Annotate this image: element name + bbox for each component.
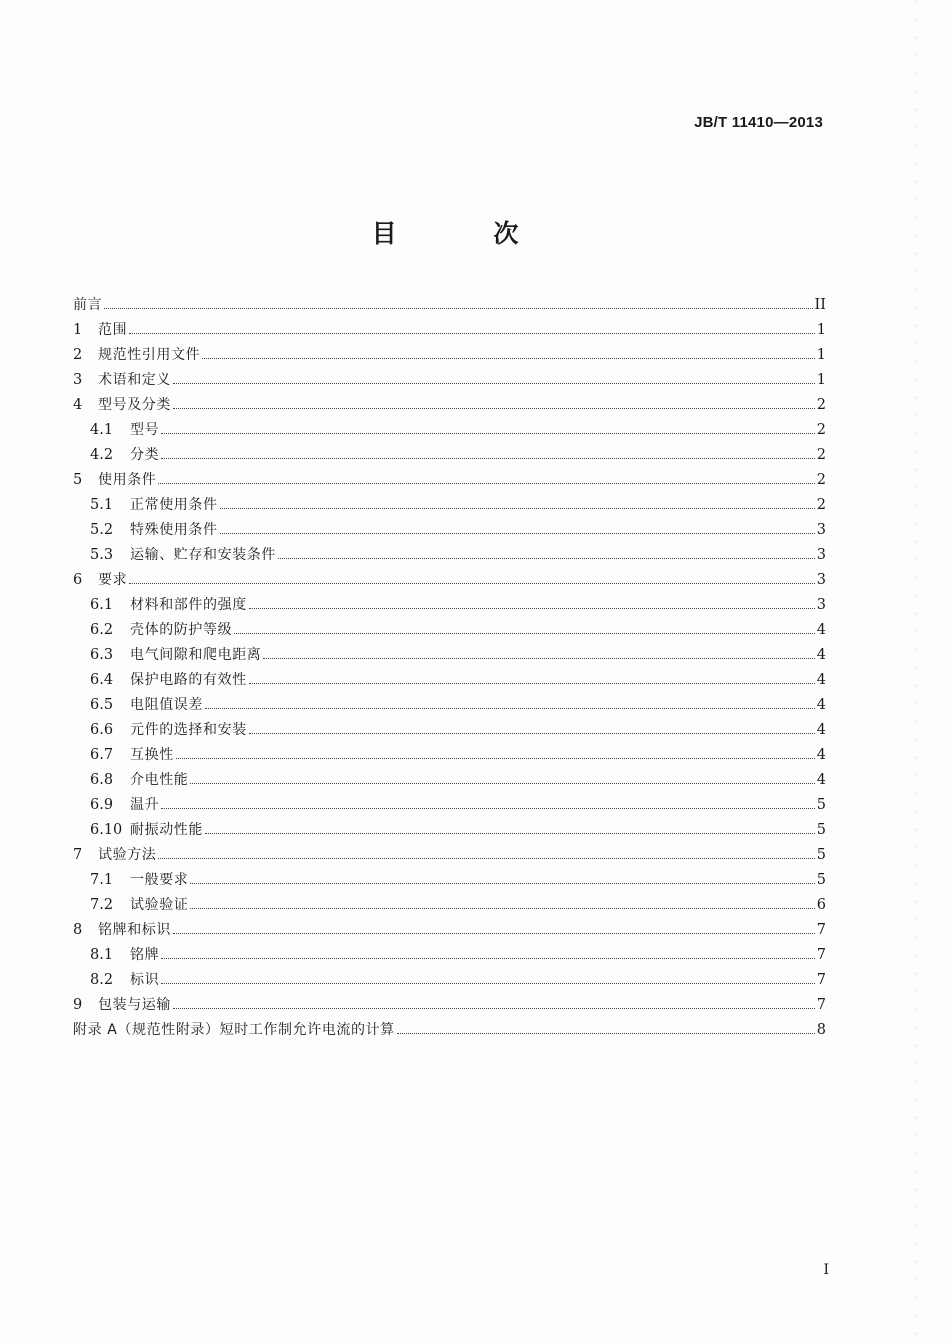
- toc-entry-page: 3: [816, 572, 826, 588]
- toc-entry-number: 8.1: [90, 947, 114, 963]
- toc-entry-page: 6: [816, 897, 826, 913]
- toc-entry-title: 型号: [130, 422, 160, 438]
- scan-edge-artifact: [915, 0, 916, 1343]
- toc-entry-title: 型号及分类: [98, 397, 171, 413]
- toc-entry-page: 8: [816, 1022, 826, 1038]
- toc-entry[interactable]: [73, 919, 826, 944]
- toc-entry-page: 2: [816, 447, 826, 463]
- toc-leader-dots: [234, 633, 815, 634]
- toc-entry-title: 前言: [73, 297, 103, 313]
- standard-number: JB/T 11410—2013: [694, 114, 823, 131]
- toc-entry-page: 5: [816, 822, 826, 838]
- toc-entry[interactable]: [73, 369, 826, 394]
- toc-entry-number: 6.1: [90, 597, 114, 613]
- toc-entry-number: 6.6: [90, 722, 114, 738]
- toc-entry-page: 3: [816, 522, 826, 538]
- toc-entry-title: 标识: [130, 972, 160, 988]
- toc-entry[interactable]: [73, 744, 826, 769]
- toc-entry-page: 3: [816, 597, 826, 613]
- toc-entry-number: 6.7: [90, 747, 114, 763]
- toc-entry-title: 使用条件: [98, 472, 157, 488]
- toc-entry-title: 材料和部件的强度: [130, 597, 247, 613]
- toc-entry[interactable]: [73, 394, 826, 419]
- toc-leader-dots: [176, 758, 815, 759]
- toc-entry-title: 运输、贮存和安装条件: [130, 547, 276, 563]
- toc-entry-page: 1: [816, 372, 826, 388]
- toc-entry-title: 铭牌: [130, 947, 160, 963]
- toc-entry-page: 4: [816, 772, 826, 788]
- toc-entry-title: 特殊使用条件: [130, 522, 218, 538]
- toc-entry-number: 6.4: [90, 672, 114, 688]
- toc-entry-page: 1: [816, 347, 826, 363]
- toc-entry-number: 9: [73, 997, 83, 1013]
- toc-leader-dots: [205, 833, 815, 834]
- toc-entry-title: 分类: [130, 447, 160, 463]
- toc-entry-number: 8.2: [90, 972, 114, 988]
- page-number: I: [823, 1262, 829, 1278]
- toc-entry-page: 5: [816, 872, 826, 888]
- toc-entry-page: 5: [816, 797, 826, 813]
- toc-entry-page: 4: [816, 672, 826, 688]
- toc-entry-title: 正常使用条件: [130, 497, 218, 513]
- toc-entry-title: 元件的选择和安装: [130, 722, 247, 738]
- toc-entry-title: 附录 A（规范性附录）短时工作制允许电流的计算: [73, 1022, 395, 1038]
- toc-entry-page: 2: [816, 472, 826, 488]
- toc-entry-page: 7: [816, 972, 826, 988]
- toc-entry[interactable]: [73, 669, 826, 694]
- toc-entry-number: 7.2: [90, 897, 114, 913]
- toc-entry-page: 3: [816, 547, 826, 563]
- toc-entry-title: 保护电路的有效性: [130, 672, 247, 688]
- toc-entry-page: 4: [816, 722, 826, 738]
- toc-entry-page: 2: [816, 397, 826, 413]
- toc-leader-dots: [205, 708, 815, 709]
- toc-entry[interactable]: [73, 619, 826, 644]
- toc-entry[interactable]: [73, 644, 826, 669]
- toc-entry-number: 4.1: [90, 422, 114, 438]
- toc-leader-dots: [220, 533, 815, 534]
- toc-entry-number: 6: [73, 572, 83, 588]
- toc-entry-title: 规范性引用文件: [98, 347, 201, 363]
- toc-entry-page: 7: [816, 922, 826, 938]
- toc-entry-number: 2: [73, 347, 83, 363]
- toc-entry[interactable]: [73, 494, 826, 519]
- toc-entry-number: 3: [73, 372, 83, 388]
- toc-entry-number: 5: [73, 472, 83, 488]
- toc-entry[interactable]: [73, 544, 826, 569]
- toc-entry-page: 7: [816, 997, 826, 1013]
- toc-entry[interactable]: [73, 869, 826, 894]
- toc-entry-number: 6.9: [90, 797, 114, 813]
- toc-entry-number: 7: [73, 847, 83, 863]
- toc-entry-page: 2: [816, 497, 826, 513]
- toc-entry[interactable]: [73, 1019, 826, 1044]
- toc-entry[interactable]: [73, 719, 826, 744]
- toc-entry-title: 铭牌和标识: [98, 922, 171, 938]
- toc-entry-title: 壳体的防护等级: [130, 622, 233, 638]
- toc-entry[interactable]: [73, 444, 826, 469]
- toc-leader-dots: [161, 808, 815, 809]
- toc-entry-number: 6.10: [90, 822, 123, 838]
- toc-entry-title: 要求: [98, 572, 128, 588]
- toc-leader-dots: [190, 908, 814, 909]
- toc-entry-page: 4: [816, 747, 826, 763]
- toc-leader-dots: [220, 508, 815, 509]
- toc-entry-number: 8: [73, 922, 83, 938]
- toc-entry-number: 6.5: [90, 697, 114, 713]
- toc-leader-dots: [173, 408, 815, 409]
- toc-entry-page: 4: [816, 622, 826, 638]
- toc-entry[interactable]: [73, 319, 826, 344]
- toc-leader-dots: [161, 958, 815, 959]
- toc-leader-dots: [158, 858, 814, 859]
- toc-entry[interactable]: [73, 469, 826, 494]
- toc-entry-title: 互换性: [130, 747, 174, 763]
- toc-entry-title: 耐振动性能: [130, 822, 203, 838]
- toc-leader-dots: [129, 333, 815, 334]
- toc-entry[interactable]: [73, 894, 826, 919]
- toc-entry-number: 5.2: [90, 522, 114, 538]
- toc-entry-page: 4: [816, 697, 826, 713]
- toc-entry-title: 试验方法: [98, 847, 157, 863]
- toc-leader-dots: [161, 433, 815, 434]
- toc-entry-title: 包装与运输: [98, 997, 171, 1013]
- toc-leader-dots: [158, 483, 814, 484]
- toc-entry-number: 6.2: [90, 622, 114, 638]
- toc-title: 目 次: [371, 219, 563, 248]
- toc-entry-page: 4: [816, 647, 826, 663]
- toc-entry-title: 电气间隙和爬电距离: [130, 647, 262, 663]
- toc-entry[interactable]: [73, 419, 826, 444]
- toc-entry-page: 2: [816, 422, 826, 438]
- toc-entry-title: 温升: [130, 797, 160, 813]
- toc-entry-title: 电阻值误差: [130, 697, 203, 713]
- toc-leader-dots: [397, 1033, 815, 1034]
- toc-entry-number: 5.1: [90, 497, 114, 513]
- toc-entry[interactable]: [73, 694, 826, 719]
- toc-leader-dots: [173, 1008, 815, 1009]
- toc-entry[interactable]: [73, 519, 826, 544]
- toc-leader-dots: [263, 658, 814, 659]
- toc-entry-title: 术语和定义: [98, 372, 171, 388]
- toc-entry-number: 4.2: [90, 447, 114, 463]
- toc-entry-number: 6.3: [90, 647, 114, 663]
- toc-entry[interactable]: [73, 819, 826, 844]
- toc-entry-page: 1: [816, 322, 826, 338]
- toc-entry-number: 4: [73, 397, 83, 413]
- toc-entry[interactable]: [73, 969, 826, 994]
- toc-leader-dots: [249, 733, 815, 734]
- toc-entry-title: 范围: [98, 322, 128, 338]
- toc-leader-dots: [104, 308, 812, 309]
- toc-entry-title: 介电性能: [130, 772, 189, 788]
- toc-leader-dots: [173, 933, 815, 934]
- toc-leader-dots: [161, 983, 815, 984]
- toc-leader-dots: [190, 783, 814, 784]
- toc-entry-title: 试验验证: [130, 897, 189, 913]
- toc-leader-dots: [249, 608, 815, 609]
- toc-entry[interactable]: [73, 794, 826, 819]
- toc-leader-dots: [161, 458, 815, 459]
- toc-entry[interactable]: [73, 944, 826, 969]
- toc-entry-title: 一般要求: [130, 872, 189, 888]
- toc-leader-dots: [129, 583, 815, 584]
- toc-entry-number: 6.8: [90, 772, 114, 788]
- toc-entry-number: 1: [73, 322, 83, 338]
- toc-entry-number: 5.3: [90, 547, 114, 563]
- toc-entry[interactable]: [73, 594, 826, 619]
- toc-entry-number: 7.1: [90, 872, 114, 888]
- toc-entry[interactable]: [73, 344, 826, 369]
- table-of-contents: [73, 294, 826, 1044]
- toc-entry-page: 5: [816, 847, 826, 863]
- toc-leader-dots: [249, 683, 815, 684]
- toc-entry[interactable]: [73, 844, 826, 869]
- toc-entry-page: 7: [816, 947, 826, 963]
- toc-entry-page: II: [814, 297, 826, 313]
- toc-leader-dots: [173, 383, 815, 384]
- toc-entry[interactable]: [73, 569, 826, 594]
- toc-entry[interactable]: [73, 769, 826, 794]
- toc-leader-dots: [190, 883, 814, 884]
- toc-entry[interactable]: [73, 294, 826, 319]
- toc-leader-dots: [202, 358, 815, 359]
- toc-entry[interactable]: [73, 994, 826, 1019]
- toc-leader-dots: [278, 558, 815, 559]
